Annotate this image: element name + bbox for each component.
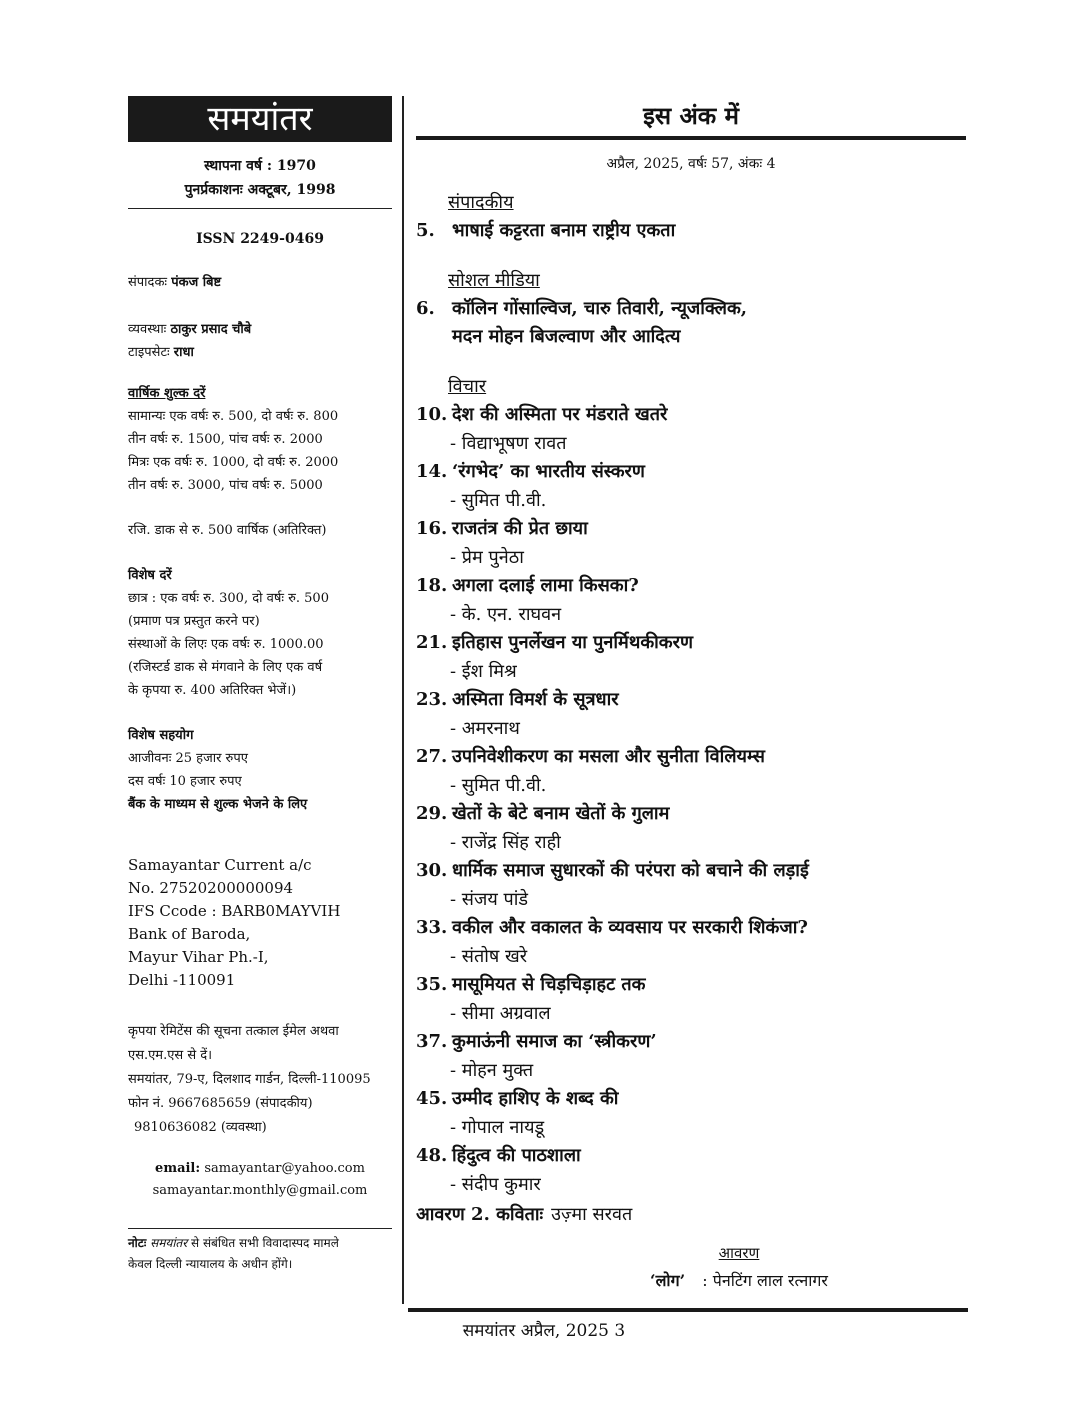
editor-line	[128, 271, 392, 294]
annual-rates-heading: वार्षिक शुल्क दरें	[128, 386, 206, 401]
support-rate: दस वर्षः 10 हजार रुपए	[128, 774, 242, 789]
contact-line: कृपया रेमिटेंस की सूचना तत्काल ईमेल अथवा	[128, 1024, 339, 1039]
section-heading: सोशल मीडिया	[448, 270, 540, 291]
article-title: धार्मिक समाज सुधारकों की परंपरा को बचाने की लड़ाई	[452, 860, 809, 881]
article-title: देश की अस्मिता पर मंडराते खतरे	[452, 404, 668, 425]
page-number: 37.	[416, 1031, 448, 1052]
email-address[interactable]: samayantar@yahoo.com	[204, 1161, 365, 1176]
special-rate: संस्थाओं के लिएः एक वर्षः रु. 1000.00	[128, 637, 324, 652]
masthead-logo: समयांतर	[128, 96, 392, 142]
article-title: मदन मोहन बिजल्वाण और आदित्य	[452, 326, 681, 347]
article-author: - संदीप कुमार	[450, 1174, 541, 1195]
page-number: 30.	[416, 860, 448, 881]
cover-title: ‘लोग’	[650, 1271, 686, 1290]
toc-entry[interactable]	[416, 743, 966, 771]
toc	[416, 189, 966, 1199]
article-author: - ईश मिश्र	[450, 661, 517, 682]
toc-entry[interactable]	[416, 686, 966, 714]
cover2-poet: उज़्मा सरवत	[551, 1204, 633, 1225]
toc-entry[interactable]	[416, 401, 966, 429]
special-rate: (प्रमाण पत्र प्रस्तुत करने पर)	[128, 614, 260, 629]
issn: ISSN 2249-0469	[196, 231, 324, 247]
toc-entry[interactable]	[416, 515, 966, 543]
toc-entry[interactable]	[416, 914, 966, 942]
registered-post-rate: रजि. डाक से रु. 500 वार्षिक (अतिरिक्त)	[128, 523, 327, 538]
legal-note	[128, 1233, 392, 1275]
article-author: - राजेंद्र सिंह राही	[450, 832, 561, 853]
page-number: 18.	[416, 575, 448, 596]
toc-entry[interactable]	[416, 971, 966, 999]
toc-entry[interactable]	[416, 295, 966, 323]
annual-rate: सामान्यः एक वर्षः रु. 500, दो वर्षः रु. 800	[128, 409, 339, 424]
article-title: खेतों के बेटे बनाम खेतों के गुलाम	[452, 803, 670, 824]
bank-details	[128, 854, 392, 992]
article-author: - के. एन. राघवन	[450, 604, 562, 625]
page-number: 23.	[416, 689, 448, 710]
bank-line: Delhi -110091	[128, 971, 236, 989]
cover-painting: : पेनटिंग लाल रत्नागर	[702, 1271, 828, 1290]
typesetter-label: टाइपसेटः	[128, 345, 170, 360]
page-number: 27.	[416, 746, 448, 767]
contact-line: 9810636082 (व्यवस्था)	[134, 1120, 267, 1135]
founded-year: स्थापना वर्ष : 1970	[204, 158, 316, 174]
page-number: 29.	[416, 803, 448, 824]
toc-entry[interactable]	[416, 217, 966, 245]
page-number: 10.	[416, 404, 448, 425]
toc-entry[interactable]	[416, 1085, 966, 1113]
note-label: नोटः	[128, 1236, 147, 1250]
footer-rule	[408, 1308, 968, 1312]
toc-entry[interactable]	[416, 572, 966, 600]
toc-entry[interactable]	[416, 323, 966, 351]
divider	[128, 1228, 392, 1229]
toc-entry[interactable]	[416, 1142, 966, 1170]
divider	[128, 208, 392, 209]
article-title: राजतंत्र की प्रेत छाया	[452, 518, 588, 539]
article-title: अस्मिता विमर्श के सूत्रधार	[452, 689, 619, 710]
special-rate: (रजिस्टर्ड डाक से मंगवाने के लिए एक वर्ष	[128, 660, 323, 675]
article-title: इतिहास पुनर्लेखन या पुनर्मिथकीकरण	[452, 632, 694, 653]
bank-line: Samayantar Current a/c	[128, 856, 312, 874]
toc-entry[interactable]	[416, 800, 966, 828]
page-number: 45.	[416, 1088, 448, 1109]
article-title: भाषाई कट्टरता बनाम राष्ट्रीय एकता	[452, 220, 676, 241]
manager-name: ठाकुर प्रसाद चौबे	[170, 322, 252, 337]
sidebar	[128, 96, 392, 1275]
bank-line: Bank of Baroda,	[128, 925, 251, 943]
page-number: 33.	[416, 917, 448, 938]
cover2-line	[416, 1201, 966, 1229]
page-number: 16.	[416, 518, 448, 539]
email-label: email:	[155, 1161, 201, 1176]
article-author: - मोहन मुक्त	[450, 1060, 534, 1081]
contact-line: समयांतर, 79-ए, दिलशाद गार्डन, दिल्ली-110095	[128, 1072, 371, 1087]
issue-info: अप्रैल, 2025, वर्षः 57, अंकः 4	[606, 156, 776, 172]
article-title: हिंदुत्व की पाठशाला	[452, 1145, 581, 1166]
article-author: - अमरनाथ	[450, 718, 520, 739]
editor-name: पंकज बिष्ट	[171, 275, 222, 290]
toc-entry[interactable]	[416, 629, 966, 657]
article-author: - सुमित पी.वी.	[450, 490, 547, 511]
annual-rate: तीन वर्षः रु. 1500, पांच वर्षः रु. 2000	[128, 432, 323, 447]
contact-line: फोन नं. 9667685659 (संपादकीय)	[128, 1096, 313, 1111]
article-title: ‘रंगभेद’ का भारतीय संस्करण	[452, 461, 645, 482]
manager-label: व्यवस्थाः	[128, 322, 167, 337]
article-title: उपनिवेशीकरण का मसला और सुनीता विलियम्स	[452, 746, 765, 767]
article-title: कुमाऊंनी समाज का ‘स्त्रीकरण’	[452, 1031, 657, 1052]
column-divider	[402, 96, 404, 1304]
typesetter-name: राधा	[173, 345, 194, 360]
bank-line: IFS Ccode : BARB0MAYVIH	[128, 902, 341, 920]
article-title: उम्मीद हाशिए के शब्द की	[452, 1088, 619, 1109]
bank-line: Mayur Vihar Ph.-I,	[128, 948, 269, 966]
note-text-2: केवल दिल्ली न्यायालय के अधीन होंगे।	[128, 1257, 293, 1271]
support-heading: विशेष सहयोग	[128, 728, 194, 743]
article-title: कॉलिन गोंसाल्विज, चारु तिवारी, न्यूजक्लिक,	[452, 298, 748, 319]
contact-details	[128, 1020, 392, 1140]
special-rate: छात्र : एक वर्षः रु. 300, दो वर्षः रु. 500	[128, 591, 329, 606]
note-magazine-name: समयांतर	[150, 1236, 188, 1250]
page-number: 6.	[416, 298, 435, 319]
annual-rate: तीन वर्षः रु. 3000, पांच वर्षः रु. 5000	[128, 478, 323, 493]
special-rate: के कृपया रु. 400 अतिरिक्त भेजें।)	[128, 683, 297, 698]
bank-note: बैंक के माध्यम से शुल्क भेजने के लिए	[128, 797, 308, 812]
bank-line: No. 27520200000094	[128, 879, 294, 897]
toc-entry[interactable]	[416, 458, 966, 486]
section-heading: विचार	[448, 376, 487, 397]
article-author: - संजय पांडे	[450, 889, 529, 910]
cover2-label: आवरण 2. कविताः	[416, 1204, 544, 1225]
contact-line: एस.एम.एस से दें।	[128, 1048, 213, 1063]
toc-entry[interactable]	[416, 857, 966, 885]
manager-line	[128, 318, 392, 341]
cover-heading: आवरण	[718, 1244, 760, 1262]
email-address[interactable]: samayantar.monthly@gmail.com	[152, 1183, 368, 1198]
article-title: मासूमियत से चिड़चिड़ाहट तक	[452, 974, 646, 995]
article-author: - सुमित पी.वी.	[450, 775, 547, 796]
annual-rate: मित्रः एक वर्षः रु. 1000, दो वर्षः रु. 2000	[128, 455, 339, 470]
page-number: 14.	[416, 461, 448, 482]
cover-credit	[512, 1269, 966, 1291]
section-heading: संपादकीय	[448, 192, 514, 213]
article-title: अगला दलाई लामा किसका?	[452, 575, 639, 596]
contents-title: इस अंक में	[643, 101, 739, 130]
article-title: वकील और वकालत के व्यवसाय पर सरकारी शिकंजा?	[452, 917, 808, 938]
page-number: 5.	[416, 220, 435, 241]
title-rule	[416, 136, 966, 140]
page-number: 21.	[416, 632, 448, 653]
page-number	[416, 323, 452, 351]
page-footer: समयांतर अप्रैल, 2025 3	[462, 1321, 626, 1341]
typesetter-line	[128, 341, 392, 364]
special-rates-heading: विशेष दरें	[128, 568, 172, 583]
article-author: - गोपाल नायडू	[450, 1117, 545, 1138]
contents	[416, 96, 966, 1291]
support-rate: आजीवनः 25 हजार रुपए	[128, 751, 248, 766]
article-author: - सीमा अग्रवाल	[450, 1003, 551, 1024]
article-author: - प्रेम पुनेठा	[450, 547, 524, 568]
page-number: 48.	[416, 1145, 448, 1166]
toc-entry[interactable]	[416, 1028, 966, 1056]
page-number: 35.	[416, 974, 448, 995]
article-author: - संतोष खरे	[450, 946, 528, 967]
editor-label: संपादकः	[128, 275, 168, 290]
relaunch-date: पुनर्प्रकाशनः अक्टूबर, 1998	[184, 182, 336, 198]
email-block	[128, 1158, 392, 1202]
note-text: से संबंधित सभी विवादास्पद मामले	[191, 1236, 339, 1250]
article-author: - विद्याभूषण रावत	[450, 433, 567, 454]
